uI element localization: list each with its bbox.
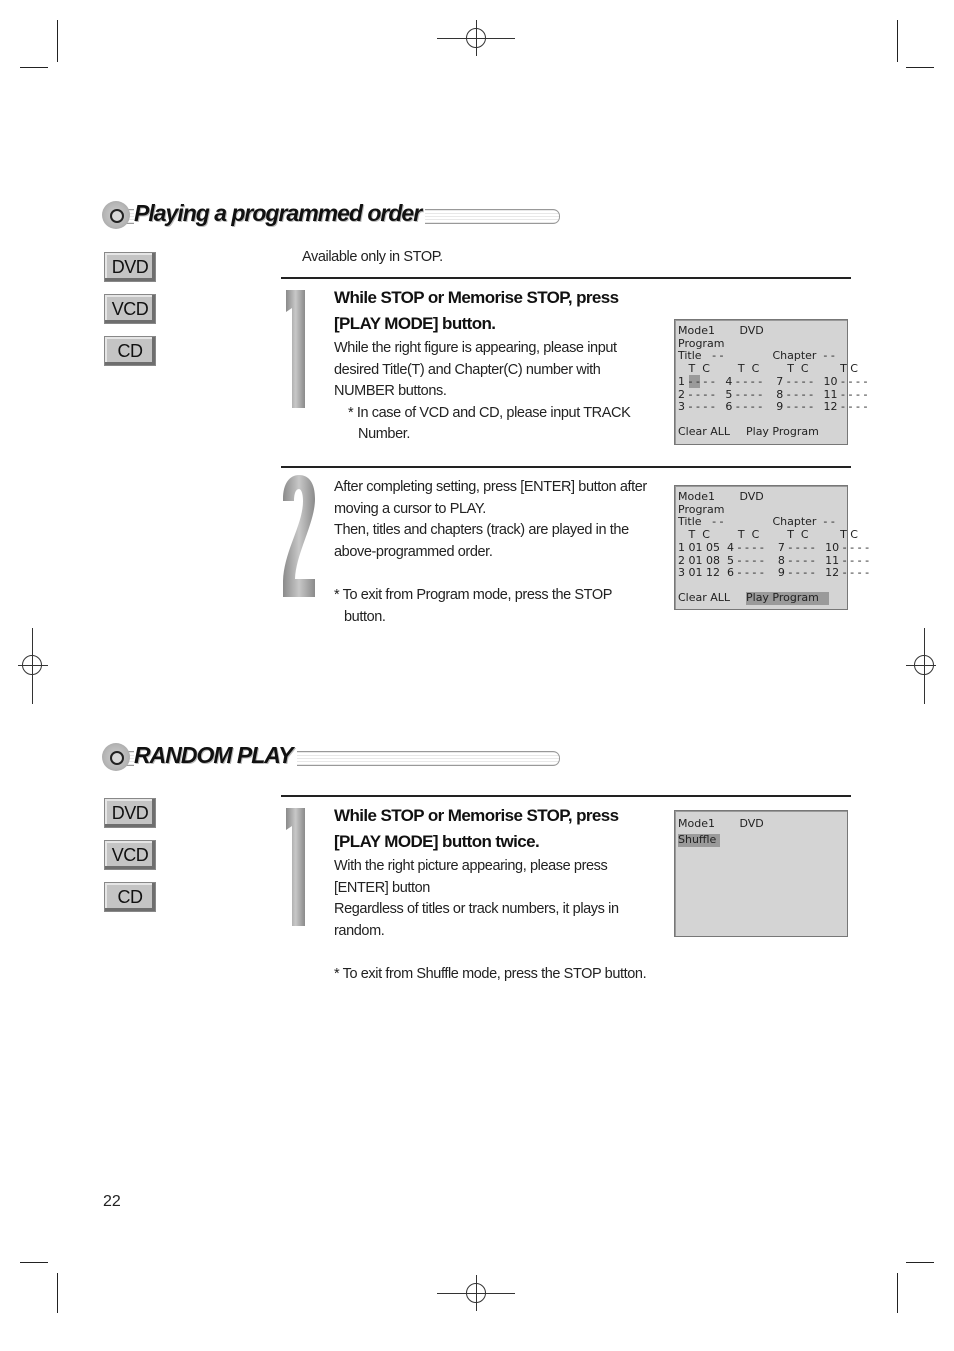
- cursor-highlight: Shuffle: [678, 834, 720, 847]
- registration-mark: [466, 1283, 486, 1303]
- mode-badge-vcd: VCD: [104, 294, 156, 324]
- section-header-random: [100, 741, 560, 775]
- mode-badge-vcd: VCD: [104, 840, 156, 870]
- mode-badge-cd: CD: [104, 882, 156, 912]
- section-title: Playing a programmed order: [134, 200, 425, 227]
- osd-program-filled: Mode1 DVD Program Title - - Chapter - - T C T C T C T C 1 01 05 4 - - - - 7 - - - - 10 - - - - 2 01 08 5 - - - - 8 - - - - 11 - - - - 3 01 12 6 - - - - 9 - - - - 12 - - - - Clear ALL Play Program: [674, 485, 848, 610]
- mode-badge-dvd: DVD: [104, 798, 156, 828]
- step1-body: While the right figure is appearing, please input desired Title(T) and Chapter(C) number with NUMBER buttons. * In case of VCD and CD, please input TRACK Number.: [334, 340, 631, 442]
- bullet-icon: [102, 743, 130, 771]
- crop-mark: [57, 1273, 58, 1313]
- random-step1-body: With the right picture appearing, please press [ENTER] button Regardless of titles or track numbers, it plays in random. * To exit from Shuffle mode, press the STOP button.: [334, 858, 647, 982]
- divider: [281, 795, 851, 797]
- registration-mark: [914, 655, 934, 675]
- step1-heading: While STOP or Memorise STOP, press [PLAY MODE] button.: [334, 288, 619, 333]
- step-number-1-icon: [282, 808, 306, 926]
- random-step1-heading: While STOP or Memorise STOP, press [PLAY MODE] button twice.: [334, 806, 619, 851]
- step2-body: After completing setting, press [ENTER] button after moving a cursor to PLAY. Then, titles and chapters (track) are played in the above-programmed order. * To exit from Program mode, press the STOP button.: [334, 479, 647, 625]
- crop-mark: [20, 67, 48, 68]
- mode-badge-dvd: DVD: [104, 252, 156, 282]
- divider: [281, 466, 851, 468]
- crop-mark: [906, 1262, 934, 1263]
- crop-mark: [57, 20, 58, 62]
- cursor-highlight: - -: [688, 374, 700, 388]
- divider: [281, 277, 851, 279]
- crop-mark: [897, 20, 898, 62]
- registration-mark: [466, 28, 486, 48]
- crop-mark: [906, 67, 934, 68]
- section-title: RANDOM PLAY: [134, 742, 297, 769]
- osd-program-input: Mode1 DVD Program Title - - Chapter - - T C T C T C T C 1 - - - - 4 - - - - 7 - - - - 10 - - - - 2 - - - - 5 - - - - 8 - - - - 11 - - - - 3 - - - - 6 - - - - 9 - - - - 12 - - - - Clear ALL Play Program: [674, 319, 848, 445]
- step-number-2-icon: [282, 475, 316, 597]
- registration-mark: [22, 655, 42, 675]
- step-number-1-icon: [282, 290, 306, 408]
- availability-note: Available only in STOP.: [302, 249, 443, 265]
- bullet-icon: [102, 201, 130, 229]
- osd-shuffle: Mode1 DVD Shuffle: [674, 810, 848, 937]
- cursor-highlight: Play Program: [746, 592, 829, 605]
- page-number: 22: [103, 1193, 121, 1210]
- section-header-program: [100, 199, 560, 233]
- crop-mark: [20, 1262, 48, 1263]
- mode-badge-cd: CD: [104, 336, 156, 366]
- crop-mark: [897, 1273, 898, 1313]
